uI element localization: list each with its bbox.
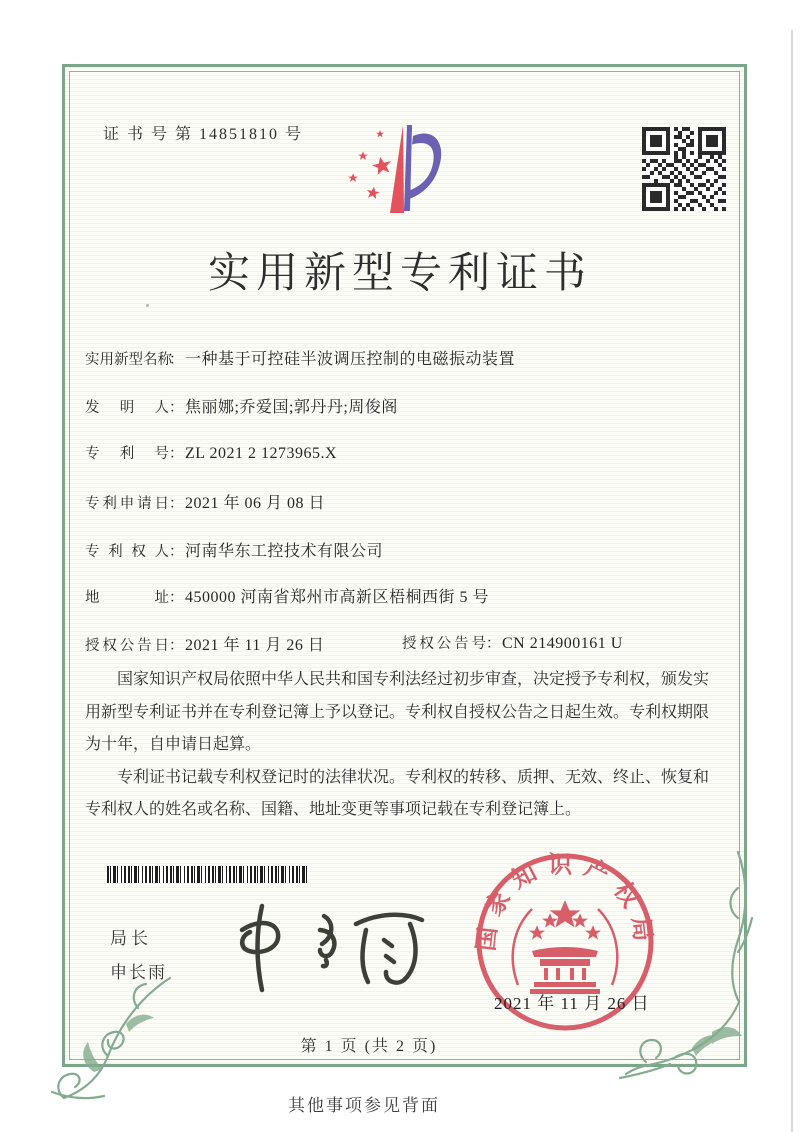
- field-label: 地址: [85, 590, 169, 606]
- page-number: 第 1 页 (共 2 页): [300, 1038, 438, 1055]
- body-paragraph: 国家知识产权局依照中华人民共和国专利法经过初步审查，决定授予专利权，颁发实用新型专利证书并在专利登记簿上予以登记。专利权自授权公告之日起生效。专利权期限为十年，自申请日起算。: [85, 671, 710, 753]
- field-value: CN 214900161 U: [502, 635, 623, 652]
- scan-edge-line: [791, 30, 793, 1132]
- national-emblem: [513, 900, 618, 994]
- signatory-name: 申长雨: [110, 963, 167, 982]
- field-label: 实用新型名称: [85, 352, 172, 368]
- field-colon: ：: [169, 352, 184, 368]
- field-value: 河南华东工控技术有限公司: [185, 543, 384, 560]
- field-row-patentee: [85, 538, 733, 561]
- field-row-address: [85, 584, 733, 607]
- body-paragraph: 专利证书记载专利权登记时的法律状况。专利权的转移、质押、无效、终止、恢复和专利权人的姓名或名称、国籍、地址变更等事项记载在专利登记簿上。: [85, 768, 710, 818]
- certificate-title: 实用新型专利证书: [207, 251, 592, 297]
- cnipa-logo-icon: [342, 120, 452, 220]
- seal-agency-text: 国家知识产权局: [473, 852, 657, 953]
- logo-red-wedge: [390, 125, 404, 213]
- field-value: 焦丽娜;乔爱国;郭丹丹;周俊阁: [185, 399, 398, 416]
- field-value: 2021 年 11 月 26 日: [185, 637, 325, 654]
- field-colon: ：: [169, 638, 184, 654]
- field-colon: ：: [169, 446, 184, 462]
- field-row-grant-date: [85, 632, 733, 655]
- field-value: ZL 2021 2 1273965.X: [185, 445, 338, 462]
- director-signature: [228, 898, 428, 998]
- back-note: 其他事项参见背面: [288, 1096, 440, 1115]
- field-row-patent-number: [85, 442, 733, 463]
- field-row-name: [85, 346, 733, 369]
- field-label: 专利申请日: [85, 496, 169, 512]
- barcode: [107, 866, 308, 883]
- field-colon: ：: [169, 400, 184, 416]
- field-colon: ：: [486, 636, 501, 652]
- field-value: 2021 年 06 月 08 日: [185, 495, 326, 512]
- field-label: 授权公告号: [402, 636, 486, 652]
- field-row-inventors: [85, 394, 733, 417]
- field-pair-grant-number: [402, 632, 623, 653]
- scan-artifact-speck: [146, 304, 149, 307]
- field-label: 专利权人: [85, 544, 169, 560]
- logo-stars: [348, 130, 393, 199]
- field-label: 发明人: [85, 400, 169, 416]
- field-label: 专利号: [85, 446, 169, 462]
- signatory-title: 局长: [110, 929, 152, 948]
- corner-flourish-bottom-left: [42, 968, 182, 1118]
- certificate-number: 证 书 号 第 14851810 号: [103, 126, 304, 143]
- logo-purple-bowl: [409, 133, 441, 199]
- field-colon: ：: [169, 496, 184, 512]
- field-label: 授权公告日: [85, 638, 169, 654]
- field-row-filing-date: [85, 490, 733, 513]
- corner-flourish-bottom-right: [612, 848, 762, 1083]
- field-value: 一种基于可控硅半波调压控制的电磁振动装置: [185, 351, 516, 368]
- field-colon: ：: [169, 544, 184, 560]
- field-value: 450000 河南省郑州市高新区梧桐西街 5 号: [185, 589, 490, 606]
- legal-text-block: [85, 664, 709, 827]
- qr-code: [642, 127, 726, 211]
- field-colon: ：: [169, 590, 184, 606]
- seal-date: 2021 年 11 月 26 日: [494, 994, 650, 1013]
